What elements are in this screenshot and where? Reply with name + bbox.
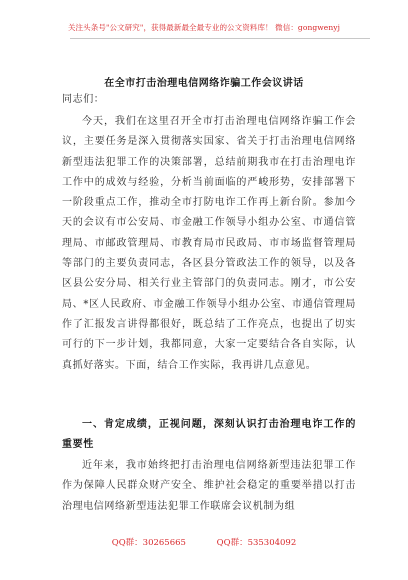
document-title: 在全市打击治理电信网络诈骗工作会议讲话 [104, 78, 304, 89]
paragraph-section-1: 近年来，我市始终把打击治理电信网络新型违法犯罪工作作为保障人民群众财产安全、维护社会稳定的重要举措以打击治理电信网络新型违法犯罪工作联席会议机制为组 [62, 460, 356, 512]
paragraph-opening: 今天，我们在这里召开全市打击治理电信网络诈骗工作会议，主要任务是深入贯彻落实国家、省关于打击治理电信网络新型违法犯罪工作的决策部署，总结前期我市在打击治理电诈工作中的成效与经验，分析当前面临的严峻形势，安排部署下一阶段重点工作，推动全市打防电诈工作再上新台阶。参加今天的会议有市公安局、市金融工作领导小组办公室、市通信管理局、市邮政管理局、市教育局市民政局、市市场监督管理局等部门的主要负责同志，各区县分管政法工作的领导，以及各区县公安分局、相关行业主管部门的负责同志。刚才，市公安局、*区人民政府、市金融工作领导小组办公室、市通信管理局作了汇报发言讲得都很好，既总结了工作亮点，也提出了切实可行的下一步计划，我都同意，大家一定要结合各自实际，认真抓好落实。下面，结合工作实际，我再讲几点意见。 [62, 116, 356, 371]
salutation: 同志们： [62, 94, 105, 105]
header-divider [70, 38, 370, 39]
footer-qq-group-1: QQ群：30265665 [111, 538, 186, 548]
section-heading-1: 一、肯定成绩，正视问题，深刻认识打击治理电诈工作的重要性 [62, 419, 356, 451]
footer-contact [0, 536, 408, 548]
footer-qq-group-2: QQ群：535304092 [216, 538, 297, 548]
header-banner: 关注头条号"公文研究"，获得最新最全最专业的公文资料库！ 微信：gongwenyj [67, 23, 341, 32]
